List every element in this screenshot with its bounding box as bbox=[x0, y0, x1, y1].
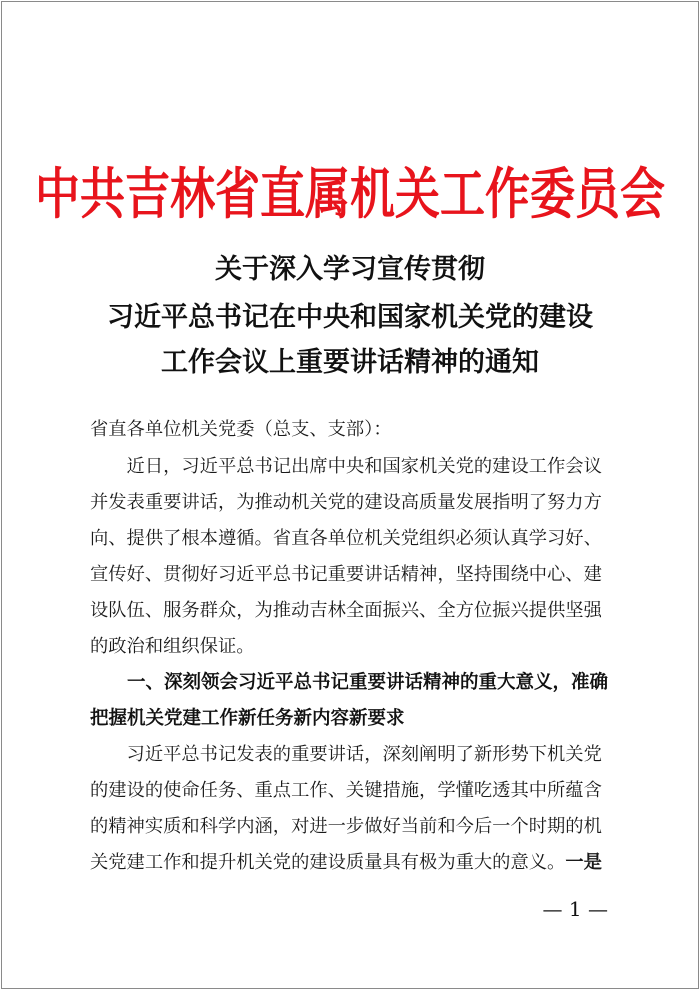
paragraph-1-line-4: 宣传好、贯彻好习近平总书记重要讲话精神，坚持围绕中心、建 bbox=[90, 564, 602, 585]
paragraph-1-line-5: 设队伍、服务群众，为推动吉林全面振兴、全方位振兴提供坚强 bbox=[90, 600, 602, 621]
paragraph-1-line-3: 向、提供了根本遵循。省直各单位机关党组织必须认真学习好、 bbox=[90, 528, 602, 549]
paragraph-1-line-1: 近日，习近平总书记出席中央和国家机关党的建设工作会议 bbox=[90, 456, 602, 477]
section-heading-line-1: 一、深刻领会习近平总书记重要讲话精神的重大意义，准确 bbox=[90, 672, 609, 693]
paragraph-2-line-2: 的建设的使命任务、重点工作、关键措施，学懂吃透其中所蕴含 bbox=[90, 780, 602, 801]
title-line-1: 关于深入学习宣传贯彻 bbox=[215, 254, 485, 285]
title-line-3: 工作会议上重要讲话精神的通知 bbox=[161, 347, 539, 378]
org-header: 中共吉林省直属机关工作委员会 bbox=[34, 161, 665, 227]
salutation: 省直各单位机关党委（总支、支部）： bbox=[90, 419, 392, 440]
paragraph-2-line-4 bbox=[90, 847, 650, 879]
page-number: — 1 — bbox=[542, 897, 608, 921]
paragraph-2-line-3: 的精神实质和科学内涵，对进一步做好当前和今后一个时期的机 bbox=[90, 816, 602, 837]
paragraph-1-line-2: 并发表重要讲话，为推动机关党的建设高质量发展指明了努力方 bbox=[90, 492, 602, 513]
section-heading-line-2: 把握机关党建工作新任务新内容新要求 bbox=[90, 708, 405, 729]
paragraph-2-line-1: 习近平总书记发表的重要讲话，深刻阐明了新形势下机关党 bbox=[90, 744, 602, 765]
paragraph-1-line-6: 的政治和组织保证。 bbox=[90, 636, 255, 657]
title-line-2: 习近平总书记在中央和国家机关党的建设 bbox=[107, 302, 593, 333]
paragraph-2-tail-bold: 一是 bbox=[565, 852, 602, 873]
paragraph-2-line-4-text: 关党建工作和提升机关党的建设质量具有极为重大的意义。 bbox=[90, 852, 566, 873]
